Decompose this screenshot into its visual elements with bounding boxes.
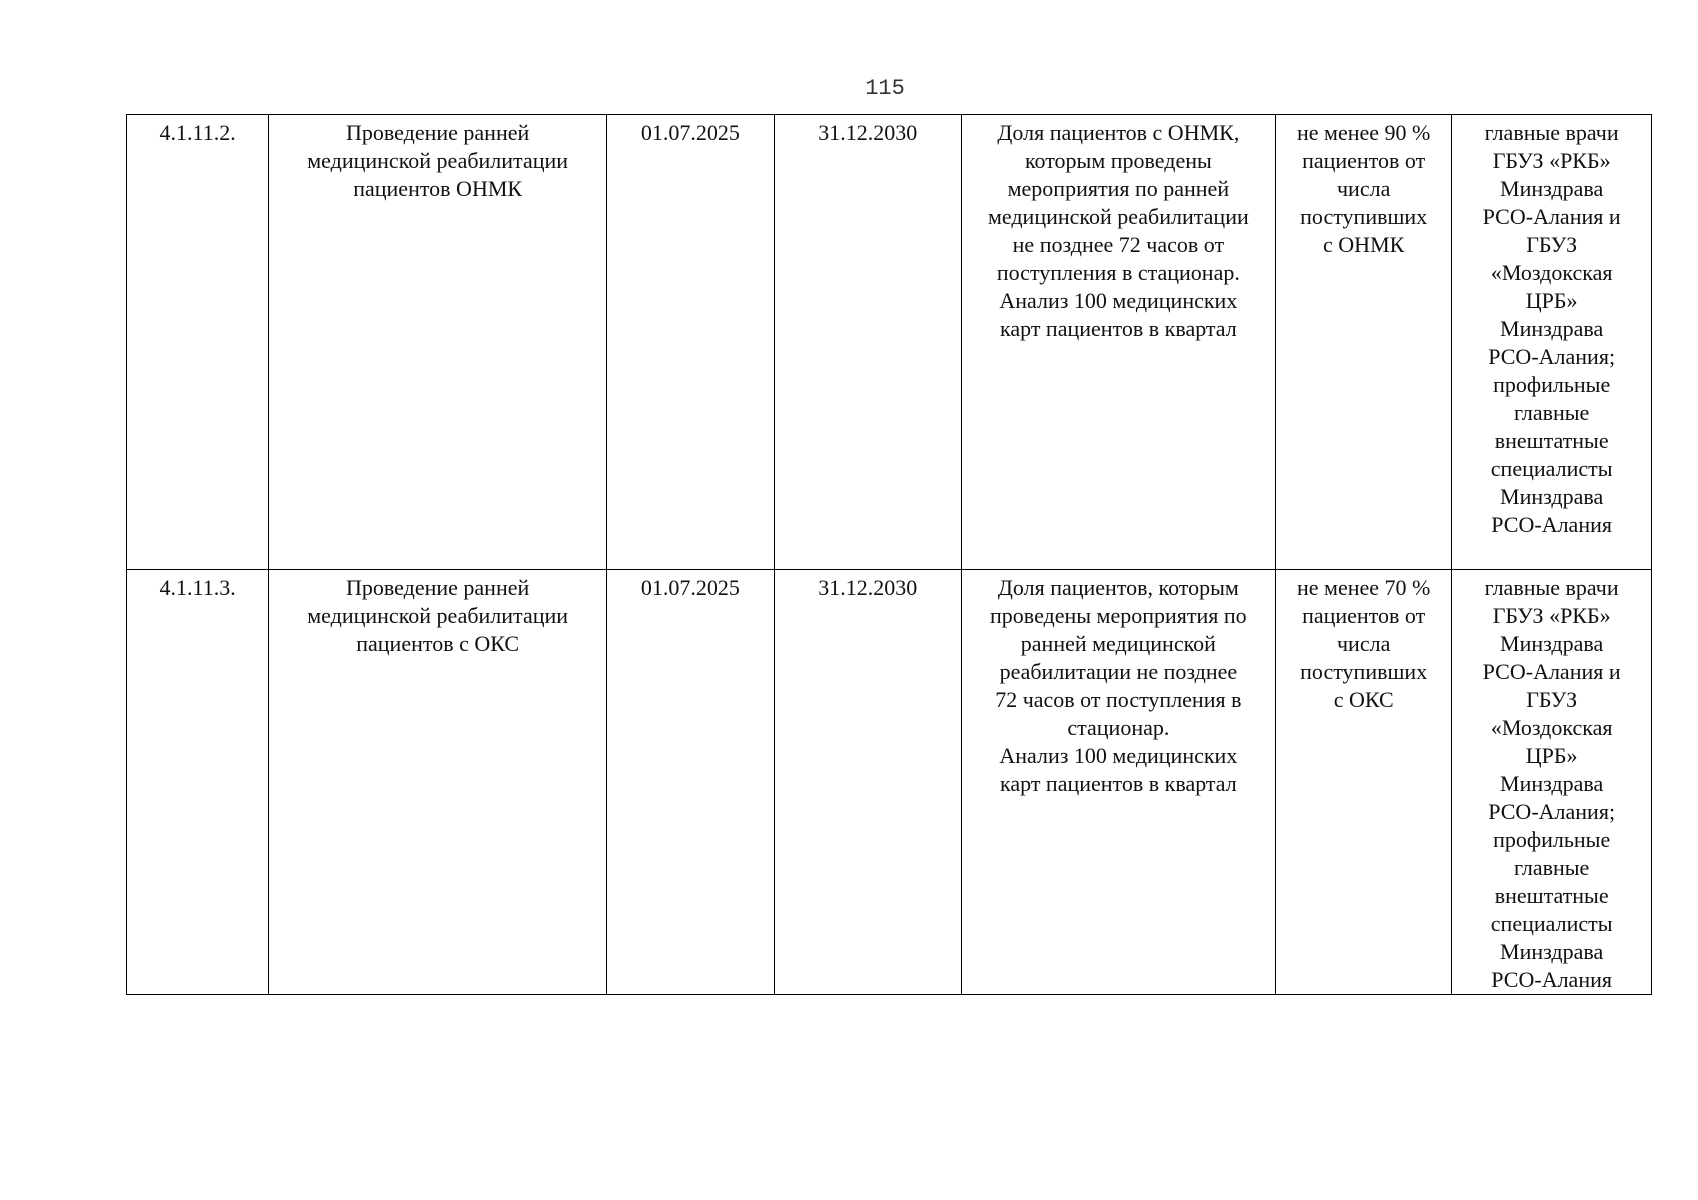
target-cell: не менее 90 % пациентов от числа поступивших с ОНМК bbox=[1276, 115, 1452, 570]
target-cell: не менее 70 % пациентов от числа поступивших с ОКС bbox=[1276, 570, 1452, 995]
item-number: 4.1.11.3. bbox=[127, 570, 269, 995]
table-row bbox=[127, 570, 1652, 995]
start-date: 01.07.2025 bbox=[607, 570, 775, 995]
responsible-cell: главные врачи ГБУЗ «РКБ» Минздрава РСО-Алания и ГБУЗ «Моздокская ЦРБ» Минздрава РСО-Алания; профильные главные внештатные специалисты Минздрава РСО-Алания bbox=[1452, 115, 1652, 570]
responsible-cell: главные врачи ГБУЗ «РКБ» Минздрава РСО-Алания и ГБУЗ «Моздокская ЦРБ» Минздрава РСО-Алания; профильные главные внештатные специалисты Минздрава РСО-Алания bbox=[1452, 570, 1652, 995]
end-date: 31.12.2030 bbox=[774, 115, 961, 570]
measures-table bbox=[126, 114, 1652, 995]
start-date: 01.07.2025 bbox=[607, 115, 775, 570]
end-date: 31.12.2030 bbox=[774, 570, 961, 995]
indicator-cell: Доля пациентов, которым проведены мероприятия по ранней медицинской реабилитации не позднее 72 часов от поступления в стационар. Анализ 100 медицинских карт пациентов в квартал bbox=[961, 570, 1275, 995]
indicator-cell: Доля пациентов с ОНМК, которым проведены мероприятия по ранней медицинской реабилитации не позднее 72 часов от поступления в стационар. Анализ 100 медицинских карт пациентов в квартал bbox=[961, 115, 1275, 570]
item-number: 4.1.11.2. bbox=[127, 115, 269, 570]
activity-cell: Проведение ранней медицинской реабилитации пациентов с ОКС bbox=[269, 570, 607, 995]
page-number: 115 bbox=[865, 76, 905, 101]
table-row bbox=[127, 115, 1652, 570]
activity-cell: Проведение ранней медицинской реабилитации пациентов ОНМК bbox=[269, 115, 607, 570]
